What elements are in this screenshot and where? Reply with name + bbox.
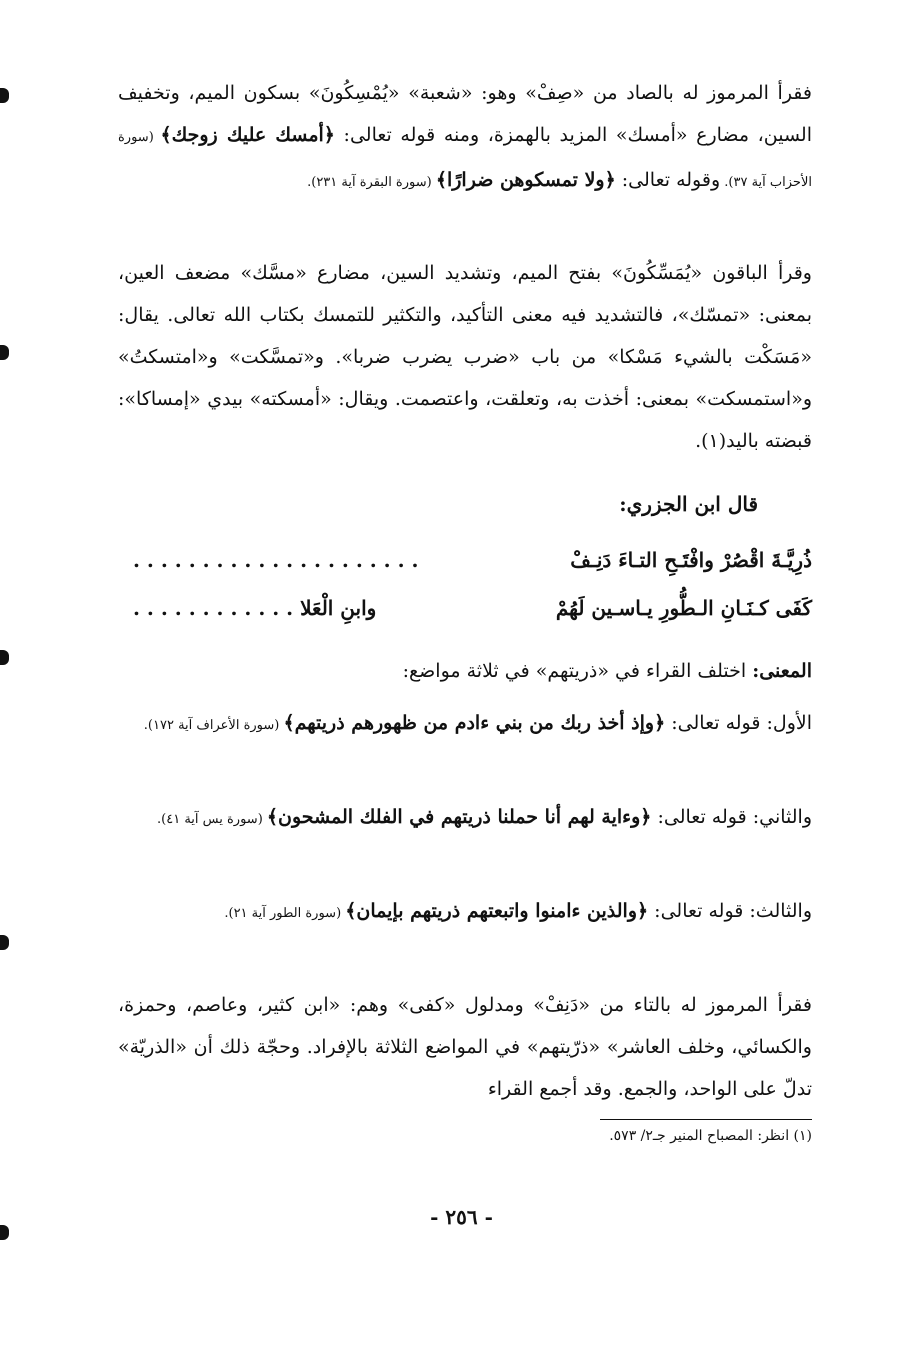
- margin-mark: [0, 345, 9, 360]
- paragraph-4: [118, 702, 812, 792]
- verse-reference: (سورة البقرة آية ٢٣١).: [307, 175, 436, 190]
- paragraph-1-text-b: وقوله تعالى:: [615, 169, 721, 191]
- paragraph-3-text: اختلف القراء في «ذريتهم» في ثلاثة مواضع:: [402, 660, 753, 682]
- verse-reference: (سورة الأحزاب آية ٣٧).: [118, 130, 812, 190]
- verse-reference: (سورة الطور آية ٢١).: [224, 906, 346, 921]
- paragraph-6-text: والثالث: قوله تعالى:: [648, 900, 812, 922]
- poem-line-1: [118, 548, 812, 588]
- poem-line-2: [118, 596, 812, 636]
- footnote-divider: [600, 1119, 812, 1120]
- poem-hemistich-left: وابنِ الْعَلا . . . . . . . . . . . .: [133, 596, 377, 620]
- verse-reference: (سورة يس آية ٤١).: [157, 812, 267, 827]
- paragraph-5-text: والثاني: قوله تعالى:: [651, 806, 812, 828]
- poem-hemistich-right: ذُرِيَّـةَ اقْصُرْ وافْتَـحِ التـاءَ دَنِـفْ: [570, 548, 812, 572]
- poem-hemistich-left: . . . . . . . . . . . . . . . . . . . . .: [133, 548, 419, 572]
- page-number: - ٢٥٦ -: [430, 1205, 493, 1229]
- quran-verse: ﴿وءاية لهم أنا حملنا ذريتهم في الفلك المشحون﴾: [266, 806, 652, 828]
- quran-verse: ﴿والذين ءامنوا واتبعتهم ذريتهم بإيمان﴾: [345, 900, 649, 922]
- quran-verse: ﴿ولا تمسكوهن ضرارًا﴾: [435, 169, 616, 191]
- quran-verse: ﴿أمسك عليك زوجك﴾: [160, 124, 335, 146]
- paragraph-4-text: الأول: قوله تعالى:: [665, 712, 812, 734]
- paragraph-6: [118, 890, 812, 980]
- quran-verse: ﴿وإذ أخذ ربك من بني ءادم من ظهورهم ذريتهم﴾: [283, 712, 666, 734]
- paragraph-7: فقرأ المرموز له بالتاء من «دَنِفْ» ومدلول «كفى» وهم: «ابن كثير، وعاصم، وحمزة، والكسائي، وخلف العاشر» «ذرّيتهم» في المواضع الثلاثة بالإفراد. وحجّة ذلك أن «الذريّة» تدلّ على الواحد، والجمع. وقد أجمع القراء: [118, 994, 812, 1100]
- margin-mark: [0, 935, 9, 950]
- margin-mark: [0, 650, 9, 665]
- section-heading: قال ابن الجزري:: [619, 492, 758, 516]
- paragraph-3: [118, 650, 812, 692]
- verse-reference: (سورة الأعراف آية ١٧٢).: [143, 718, 284, 733]
- paragraph-1-text-a: فقرأ المرموز له بالصاد من «صِفْ» وهو: «شعبة» «يُمْسِكُونَ» بسكون الميم، وتخفيف السين، مضارع «أمسك» المزيد بالهمزة، ومنه قوله تعالى:: [118, 82, 812, 146]
- meaning-label: المعنى:: [752, 660, 812, 682]
- footnote: (١) انظر: المصباح المنير جـ٢/ ٥٧٣.: [609, 1128, 812, 1144]
- margin-mark: [0, 88, 9, 103]
- paragraph-5: [118, 796, 812, 886]
- poem-hemistich-right: كَفَى كـنَـانِ الـطُّورِ يـاسـين لَهُمْ: [555, 596, 812, 620]
- paragraph-2: وقرأ الباقون «يُمَسِّكُونَ» بفتح الميم، وتشديد السين، مضارع «مسَّك» مضعف العين، بمعنى: «تمسّك»، فالتشديد فيه معنى التأكيد، والتكثير للتمسك بكتاب الله تعالى. يقال: «مَسَكْت بالشيء مَسْكا» من باب «ضرب يضرب ضربا». و«تمسَّكت» و«امتسكتُ» و«استمسكت» بمعنى: أخذت به، وتعلقت، واعتصمت. ويقال: «أمسكته» بيدي «إمساكا»: قبضته باليد(١).: [118, 262, 812, 452]
- paragraph-1: [118, 72, 812, 244]
